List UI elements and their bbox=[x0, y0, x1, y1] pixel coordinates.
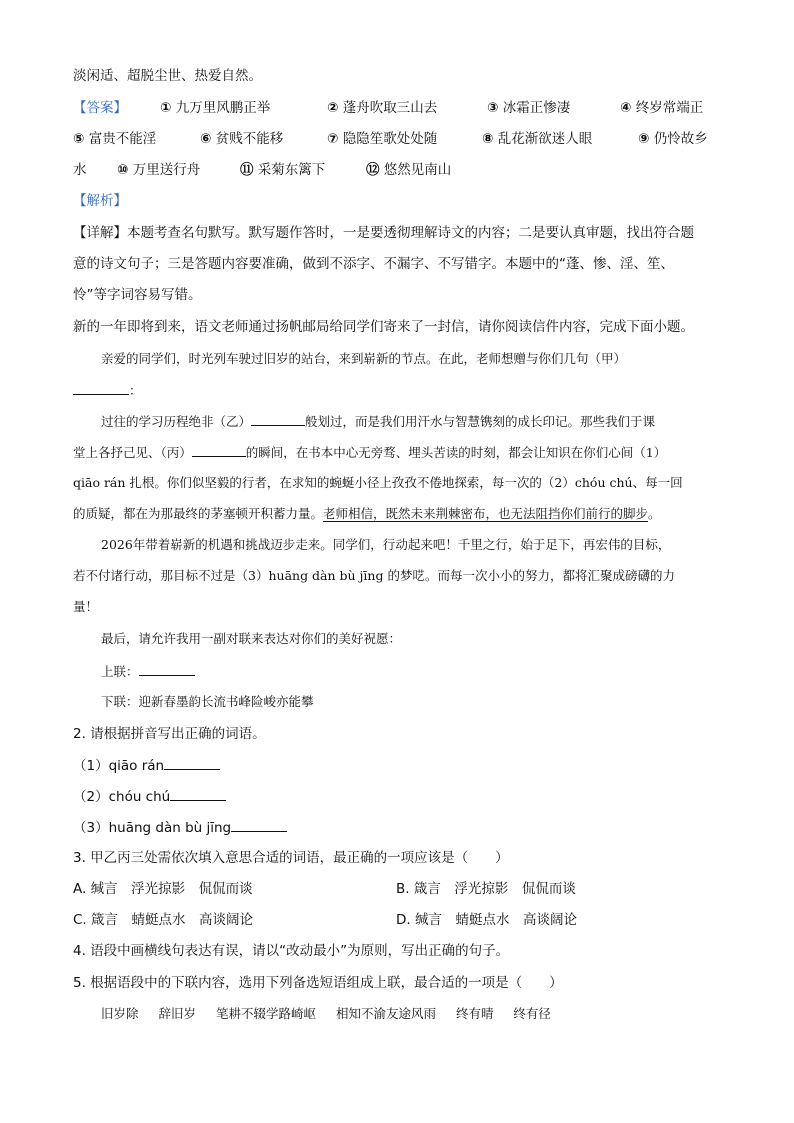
letter-p3-line-2: 若不付诸行动，那目标不过是（3）huāng dàn bù jīng 的梦呓。而每一次小小的努力，都将汇聚成磅礴的力 bbox=[73, 568, 675, 583]
blank-jia[interactable] bbox=[73, 380, 129, 395]
q3-option-c[interactable]: C. 箴言 蜻蜓点水 高谈阔论 bbox=[73, 912, 254, 928]
q2-item-1: （1）qiāo rán bbox=[73, 755, 220, 776]
q4-stem: 4. 语段中画横线句表达有误，请以“改动最小”为原则，写出正确的句子。 bbox=[73, 943, 510, 959]
q3-option-a[interactable]: A. 缄言 浮光掠影 侃侃而谈 bbox=[73, 881, 253, 897]
lower-couplet: 下联：迎新春墨韵长流书峰险峻亦能攀 bbox=[101, 694, 314, 709]
answer-item-4: ④ 终岁常端正 bbox=[620, 100, 704, 116]
letter-p2-line-1: 过往的学习历程绝非（乙） 般划过，而是我们用汗水与智慧镌刻的成长印记。那些我们于课 bbox=[101, 411, 655, 432]
blank-bing[interactable] bbox=[192, 442, 246, 457]
q2-blank-1[interactable] bbox=[164, 755, 220, 770]
answer-item-1: ① 九万里风鹏正举 bbox=[160, 100, 271, 116]
underlined-sentence: 老师相信，既然未来荆棘密布，也无法阻挡你们前行的脚步 bbox=[323, 506, 649, 521]
answer-item-6: ⑥ 贫贱不能移 bbox=[200, 131, 284, 147]
letter-p4: 最后，请允许我用一副对联来表达对你们的美好祝愿： bbox=[101, 631, 402, 646]
q5-stem: 5. 根据语段中的下联内容，选用下列备选短语组成上联，最合适的一项是（ ） bbox=[73, 975, 563, 991]
q2-item-3: （3）huāng dàn bù jīng bbox=[73, 817, 287, 838]
q3-option-b[interactable]: B. 箴言 浮光掠影 侃侃而谈 bbox=[396, 881, 576, 897]
answer-item-11: ⑪ 采菊东篱下 bbox=[240, 162, 326, 178]
letter-p3-line-1: 2026年带着崭新的机遇和挑战迈步走来。同学们，行动起来吧！千里之行，始于足下，再宏伟的目标， bbox=[101, 537, 671, 552]
blank-yi[interactable] bbox=[251, 411, 305, 426]
letter-p1-line-1: 亲爱的同学们，时光列车驶过旧岁的站台，来到崭新的节点。在此，老师想赠与你们几句（甲） bbox=[101, 351, 627, 366]
q3-stem: 3. 甲乙丙三处需依次填入意思合适的词语，最正确的一项应该是（ ） bbox=[73, 850, 509, 866]
answer-label: 【答案】 bbox=[73, 100, 127, 116]
q2-blank-2[interactable] bbox=[170, 786, 226, 801]
q3-option-d[interactable]: D. 缄言 蜻蜓点水 高谈阔论 bbox=[396, 912, 577, 928]
answer-item-9-cont: 水 bbox=[73, 162, 87, 178]
intro-line: 新的一年即将到来，语文老师通过扬帆邮局给同学们寄来了一封信，请你阅读信件内容，完成下面小题。 bbox=[73, 319, 694, 335]
detail-line-2: 意的诗文句子；三是答题内容要准确，做到不添字、不漏字、不写错字。本题中的“蓬、惨、淫、笙、 bbox=[73, 256, 674, 272]
q2-item-2: （2）chóu chú bbox=[73, 786, 226, 807]
detail-line-1: 【详解】本题考查名句默写。默写题作答时，一是要透彻理解诗文的内容；二是要认真审题，找出符合题 bbox=[73, 225, 694, 241]
analysis-label: 【解析】 bbox=[73, 193, 127, 209]
answer-item-7: ⑦ 隐隐笙歌处处随 bbox=[327, 131, 438, 147]
phrase-1: 旧岁除 bbox=[101, 1006, 139, 1021]
detail-line-3: 怜”等字词容易写错。 bbox=[73, 287, 202, 303]
phrase-6: 终有径 bbox=[513, 1006, 551, 1021]
answer-item-12: ⑫ 悠然见南山 bbox=[366, 162, 452, 178]
blank-upper-couplet[interactable] bbox=[139, 661, 195, 676]
top-line: 淡闲适、超脱尘世、热爱自然。 bbox=[73, 68, 262, 84]
letter-p2-line-4: 的质疑，都在为那最终的茅塞顿开积蓄力量。老师相信，既然未来荆棘密布，也无法阻挡你们前行的脚步。 bbox=[73, 506, 661, 521]
answer-item-3: ③ 冰霜正惨凄 bbox=[487, 100, 571, 116]
answer-item-10: ⑩ 万里送行舟 bbox=[117, 162, 201, 178]
q5-phrases bbox=[101, 1004, 551, 1024]
upper-couplet: 上联： bbox=[101, 661, 195, 682]
letter-p2-line-2: 堂上各抒己见、（丙） 的瞬间，在书本中心无旁骛、埋头苦读的时刻，都会让知识在你们心间（1） bbox=[73, 442, 666, 463]
phrase-2: 辞旧岁 bbox=[158, 1006, 196, 1021]
phrase-4: 相知不渝友途风雨 bbox=[335, 1006, 436, 1021]
answer-item-8: ⑧ 乱花渐欲迷人眼 bbox=[482, 131, 593, 147]
q2-blank-3[interactable] bbox=[231, 817, 287, 832]
letter-p2-line-3: qiāo rán 扎根。你们似坚毅的行者，在求知的蜿蜒小径上孜孜不倦地探索，每一次的（2）chóu chú、每一回 bbox=[73, 475, 683, 490]
letter-p3-line-3: 量！ bbox=[73, 599, 99, 614]
answer-item-5: ⑤ 富贵不能淫 bbox=[73, 131, 157, 147]
q2-stem: 2. 请根据拼音写出正确的词语。 bbox=[73, 726, 266, 742]
phrase-3: 笔耕不辍学路崎岖 bbox=[215, 1006, 316, 1021]
letter-p1-line-2: ： bbox=[73, 380, 142, 401]
answer-item-9: ⑨ 仍怜故乡 bbox=[638, 131, 708, 147]
phrase-5: 终有晴 bbox=[455, 1006, 494, 1021]
answer-item-2: ② 蓬舟吹取三山去 bbox=[327, 100, 438, 116]
